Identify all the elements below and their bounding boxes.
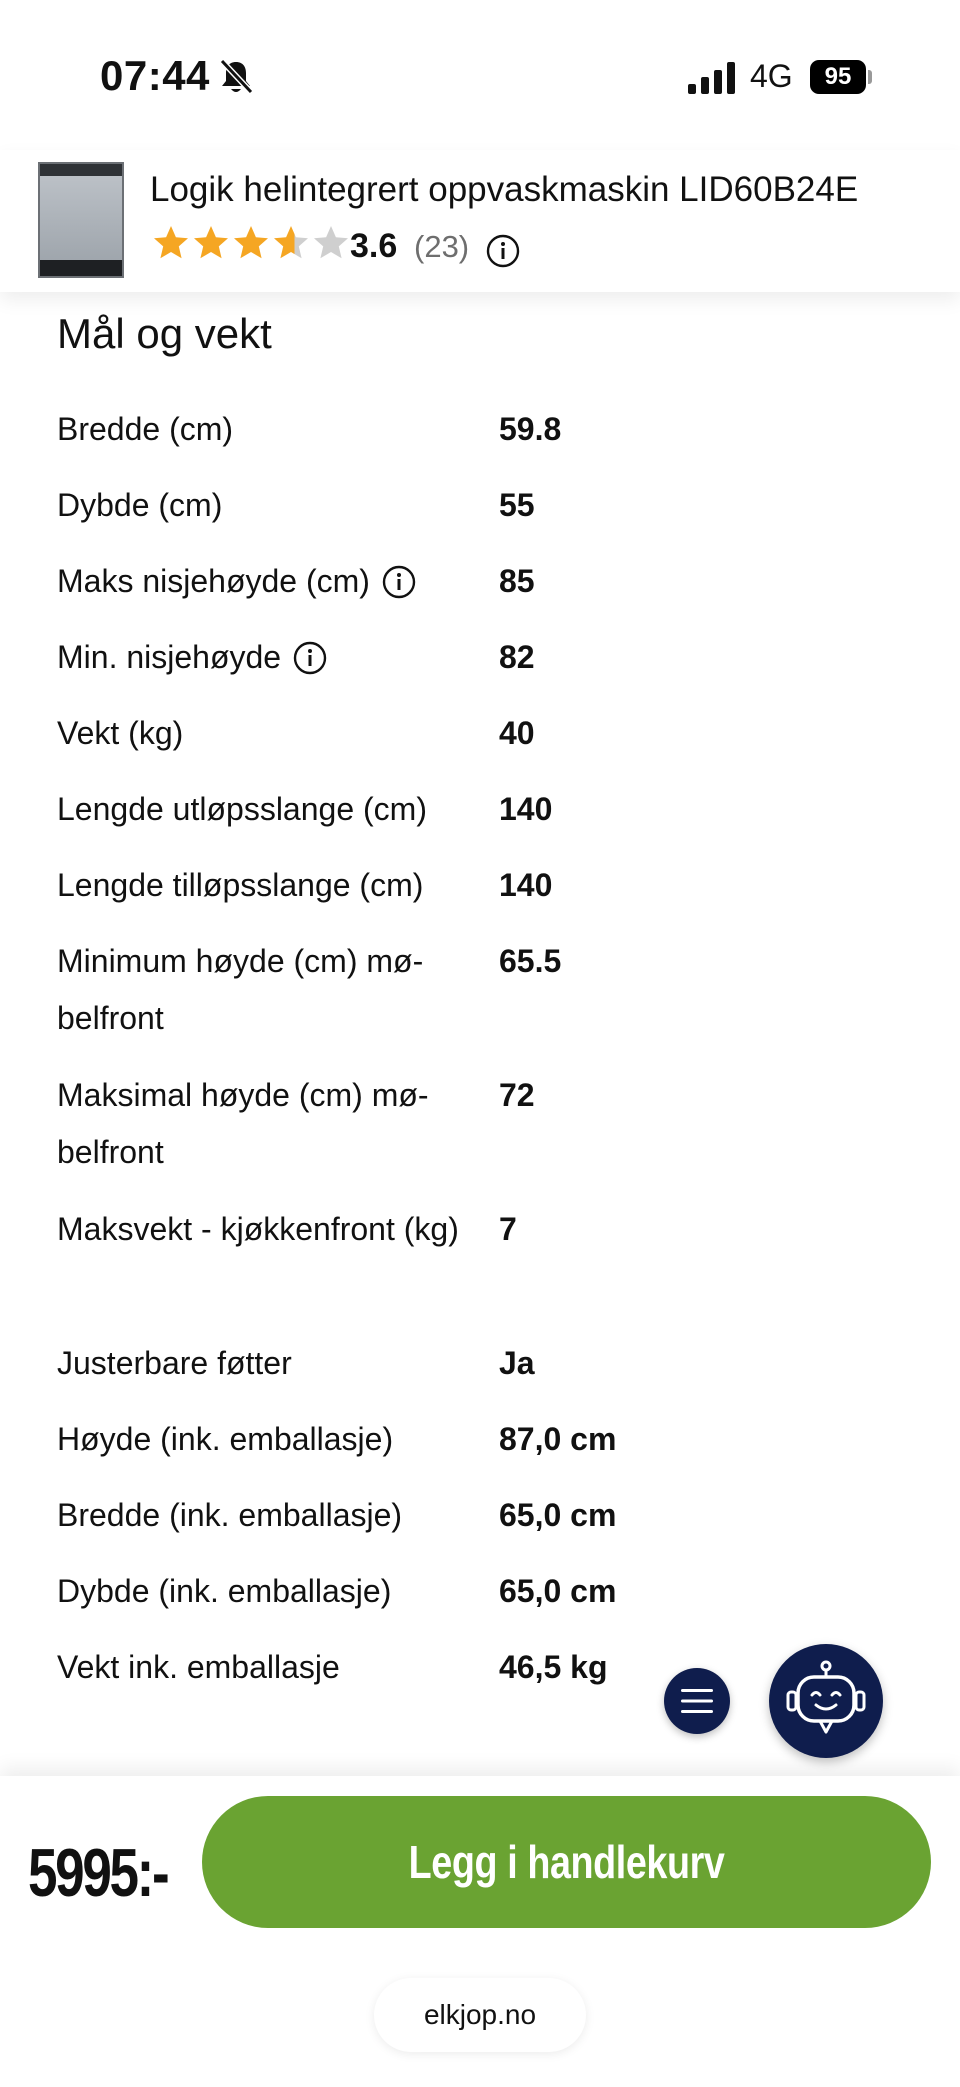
section-title: Mål og vekt [57, 310, 272, 357]
spec-row [57, 1210, 877, 1344]
spec-label-text: Bredde (ink. emballasje) [57, 1497, 403, 1533]
spec-label-text: Lengde utløpsslange (cm) [57, 791, 427, 827]
spec-table [57, 410, 877, 1724]
spec-row [57, 1648, 877, 1724]
spec-row [57, 562, 877, 638]
spec-label-text: Bredde (cm) [57, 411, 234, 447]
spec-row [57, 1572, 877, 1648]
spec-row [57, 866, 877, 942]
star-icon [232, 224, 270, 262]
thumbnail-control-panel [40, 164, 122, 176]
spec-value: 82 [499, 639, 535, 675]
spec-value: 140 [499, 867, 553, 903]
info-icon[interactable] [382, 565, 416, 599]
clock: 07:44 [100, 52, 210, 99]
spec-value: 65.5 [499, 943, 562, 979]
spec-row [57, 486, 877, 562]
spec-value: 85 [499, 563, 535, 599]
hamburger-menu-icon [680, 1685, 714, 1717]
spec-label [57, 553, 499, 610]
spec-label-text: Min. nisjehøyde [57, 639, 282, 675]
battery-indicator [810, 60, 866, 94]
spec-label-text: Lengde tilløpsslange (cm) [57, 867, 424, 903]
spec-value: 59.8 [499, 411, 562, 447]
rating-info-icon[interactable] [486, 234, 520, 268]
spec-value: 46,5 kg [499, 1649, 608, 1685]
star-icon [192, 224, 230, 262]
product-thumbnail[interactable] [38, 162, 124, 278]
spec-row [57, 1076, 877, 1210]
spec-label-text: Justerbare føtter [57, 1345, 292, 1381]
star-rating[interactable] [152, 224, 350, 264]
spec-label-text: Maks nisjehøyde (cm) [57, 563, 370, 599]
spec-label [57, 1487, 499, 1544]
spec-label [57, 629, 499, 686]
spec-label-text: Dybde (cm) [57, 487, 223, 523]
rating-value: 3.6 [350, 227, 398, 265]
spec-label [57, 1411, 499, 1468]
spec-row [57, 790, 877, 866]
spec-label [57, 705, 499, 762]
product-header [0, 150, 960, 292]
browser-url-bar[interactable]: elkjop.no [374, 1978, 586, 2052]
spec-row [57, 1344, 877, 1420]
spec-label [57, 933, 499, 1047]
spec-value: 7 [499, 1211, 517, 1247]
price: 5995:- [28, 1835, 168, 1911]
bell-muted-icon [218, 58, 254, 96]
spec-label-text: Minimum høyde (cm) mø-belfront [57, 943, 424, 1036]
status-bar [0, 0, 960, 150]
cellular-signal-icon [688, 62, 736, 94]
spec-value: 40 [499, 715, 535, 751]
spec-label-text: Dybde (ink. emballasje) [57, 1573, 392, 1609]
spec-label [57, 477, 499, 534]
add-to-cart-button[interactable] [202, 1796, 931, 1928]
spec-label [57, 401, 499, 458]
spec-value: 55 [499, 487, 535, 523]
spec-value: 65,0 cm [499, 1573, 617, 1609]
star-icon [312, 224, 350, 262]
star-icon [152, 224, 190, 262]
spec-value: 65,0 cm [499, 1497, 617, 1533]
product-title: Logik helintegrert oppvaskmaskin LID60B24E [150, 170, 859, 209]
spec-label-text: Vekt ink. emballasje [57, 1649, 340, 1685]
spec-label-text: Maksimal høyde (cm) mø-belfront [57, 1077, 429, 1170]
spec-label [57, 781, 499, 838]
spec-label [57, 1639, 499, 1696]
spec-label [57, 1067, 499, 1181]
spec-row [57, 410, 877, 486]
add-to-cart-label: Legg i handlekurv [408, 1836, 725, 1888]
menu-button[interactable] [664, 1668, 730, 1734]
spec-label [57, 1335, 499, 1392]
battery-level: 95 [810, 60, 866, 94]
spec-label [57, 857, 499, 914]
spec-label [57, 1563, 499, 1620]
spec-row [57, 1420, 877, 1496]
star-icon [272, 224, 310, 262]
thumbnail-base [40, 260, 122, 276]
spec-label-text: Høyde (ink. emballasje) [57, 1421, 394, 1457]
spec-row [57, 638, 877, 714]
spec-row [57, 942, 877, 1076]
spec-label [57, 1201, 499, 1258]
spec-row [57, 1496, 877, 1572]
spec-value: Ja [499, 1345, 535, 1381]
spec-value: 140 [499, 791, 553, 827]
review-count[interactable]: (23) [414, 229, 470, 264]
spec-label-text: Vekt (kg) [57, 715, 184, 751]
spec-value: 72 [499, 1077, 535, 1113]
info-icon[interactable] [293, 641, 327, 675]
network-type: 4G [750, 58, 793, 94]
spec-row [57, 714, 877, 790]
spec-value: 87,0 cm [499, 1421, 617, 1457]
battery-cap [868, 70, 872, 84]
purchase-bar [0, 1776, 960, 2087]
spec-label-text: Maksvekt - kjøkkenfront (kg) [57, 1211, 459, 1247]
chat-assistant-button[interactable] [769, 1644, 883, 1758]
robot-assistant-icon [786, 1660, 866, 1742]
